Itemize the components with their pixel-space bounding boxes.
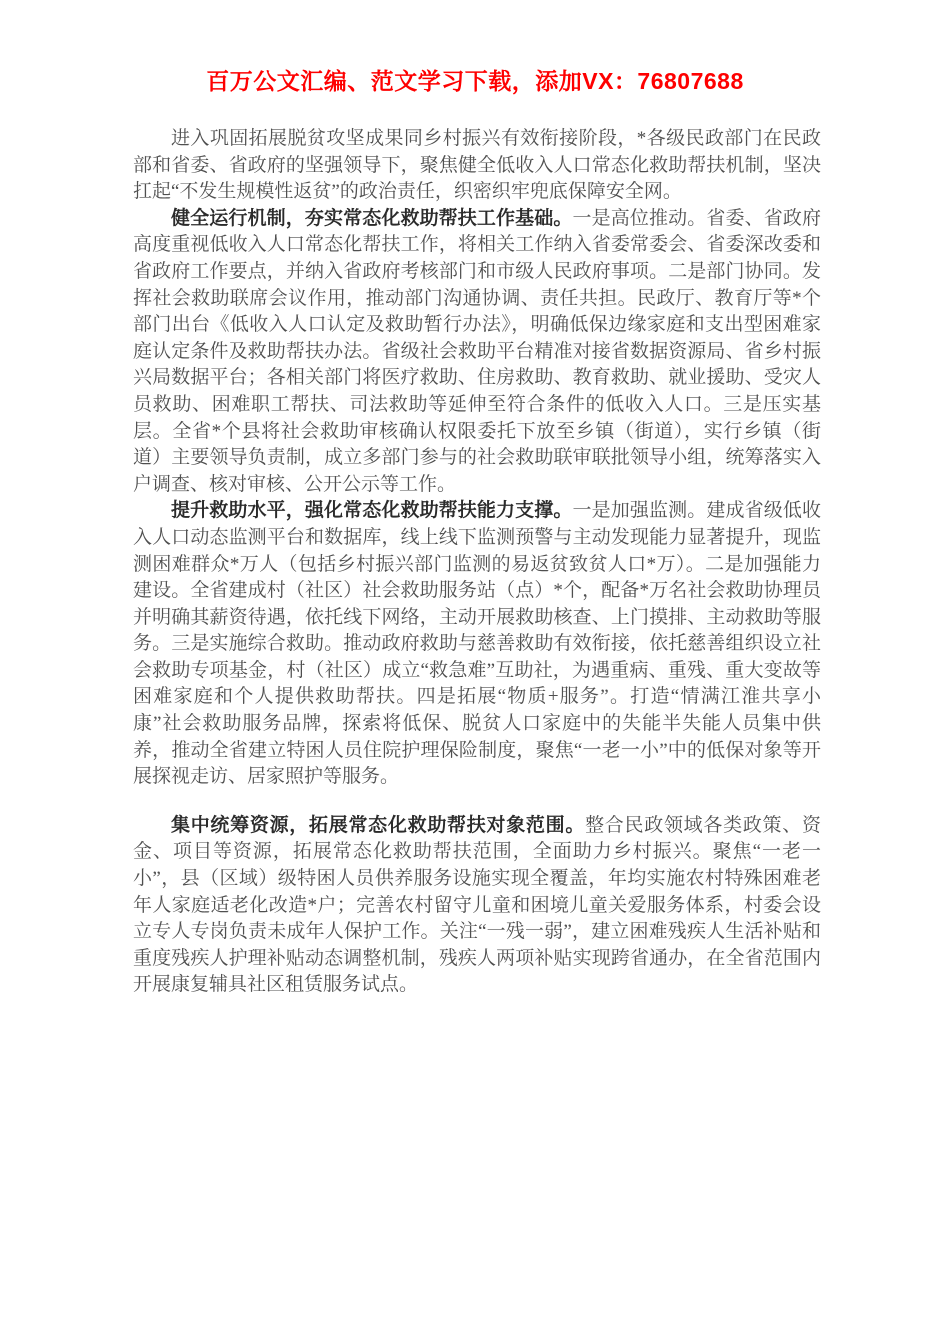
paragraph-resources-heading: 集中统筹资源，拓展常态化救助帮扶对象范围。 — [171, 814, 586, 836]
paragraph-intro — [133, 126, 821, 206]
promo-banner-text: 百万公文汇编、范文学习下载，添加VX：76807688 — [206, 68, 744, 94]
paragraph-capability-heading: 提升救助水平，强化常态化救助帮扶能力支撑。 — [171, 500, 573, 522]
paragraph-capability-text: 一是加强监测。建成省级低收入人口动态监测平台和数据库，线上线下监测预警与主动发现能力显著提升，现监测困难群众*万人（包括乡村振兴部门监测的易返贫致贫人口*万）。二是加强能力建设。全省建成村（社区）社会救助服务站（点）*个，配备*万名社会救助协理员并明确其薪资待遇，依托线下网络，主动开展救助核查、上门摸排、主动救助等服务。三是实施综合救助。推动政府救助与慈善救助有效衔接，依托慈善组织设立社会救助专项基金，村（社区）成立“救急难”互助社，为遇重病、重残、重大变故等困难家庭和个人提供救助帮扶。四是拓展“物质+服务”。打造“情满江淮共享小康”社会救助服务品牌，探索将低保、脱贫人口家庭中的失能半失能人员集中供养，推动全省建立特困人员住院护理保险制度，聚焦“一老一小”中的低保对象等开展探视走访、居家照护等服务。 — [133, 500, 821, 788]
paragraph-mechanism — [133, 206, 821, 499]
paragraph-mechanism-text: 一是高位推动。省委、省政府高度重视低收入人口常态化帮扶工作，将相关工作纳入省委常委会、省委深改委和省政府工作要点，并纳入省政府考核部门和市级人民政府事项。二是部门协同。发挥社会救助联席会议作用，推动部门沟通协调、责任共担。民政厅、教育厅等*个部门出台《低收入人口认定及救助暂行办法》，明确低保边缘家庭和支出型困难家庭认定条件及救助帮扶办法。省级社会救助平台精准对接省数据资源局、省乡村振兴局数据平台；各相关部门将医疗救助、住房救助、教育救助、就业援助、受灾人员救助、困难职工帮扶、司法救助等延伸至符合条件的低收入人口。三是压实基层。全省*个县将社会救助审核确认权限委托下放至乡镇（街道），实行乡镇（街道）主要领导负责制，成立多部门参与的社会救助联审联批领导小组，统筹落实入户调查、核对审核、公开公示等工作。 — [133, 207, 821, 495]
paragraph-resources — [133, 813, 821, 999]
paragraph-mechanism-heading: 健全运行机制，夯实常态化救助帮扶工作基础。 — [171, 207, 573, 229]
paragraph-capability — [133, 498, 821, 791]
document-body — [133, 126, 821, 999]
paragraph-intro-text: 进入巩固拓展脱贫攻坚成果同乡村振兴有效衔接阶段，*各级民政部门在民政部和省委、省政府的坚强领导下，聚焦健全低收入人口常态化救助帮扶机制，坚决扛起“不发生规模性返贫”的政治责任，织密织牢兜底保障安全网。 — [133, 128, 821, 203]
paragraph-resources-text: 整合民政领域各类政策、资金、项目等资源，拓展常态化救助帮扶范围，全面助力乡村振兴。聚焦“一老一小”，县（区域）级特困人员供养服务设施实现全覆盖，年均实施农村特殊困难老年人家庭适老化改造*户；完善农村留守儿童和困境儿童关爱服务体系，村委会设立专人专岗负责未成年人保护工作。关注“一残一弱”，建立困难残疾人生活补贴和重度残疾人护理补贴动态调整机制，残疾人两项补贴实现跨省通办，在全省范围内开展康复辅具社区租赁服务试点。 — [133, 814, 821, 996]
